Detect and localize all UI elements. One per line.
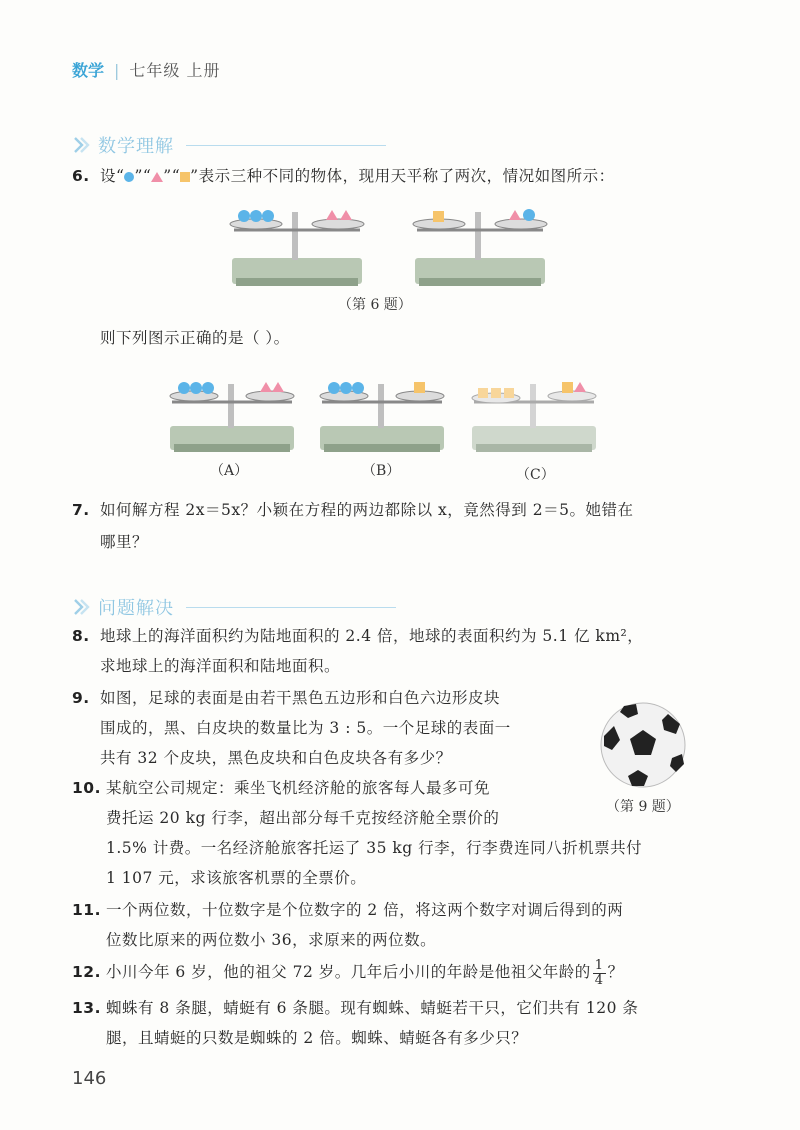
question-number: 9.	[72, 689, 90, 707]
question-text: 求地球上的海洋面积和陆地面积。	[100, 657, 341, 675]
question-text: ”“	[134, 167, 152, 185]
pink-triangle-icon	[151, 172, 163, 182]
option-label-b: （B）	[362, 463, 401, 479]
question-9	[72, 682, 500, 714]
question-text: 围成的，黑、白皮块的数量比为 3 : 5。一个足球的表面一	[100, 719, 511, 737]
option-b-scale	[312, 374, 452, 454]
option-a-scale	[162, 374, 302, 454]
question-7	[72, 494, 633, 526]
question-6-prompt: 则下列图示正确的是（ ）。	[100, 329, 290, 347]
question-12	[72, 956, 624, 988]
section-rule	[186, 145, 386, 146]
fraction	[593, 959, 606, 988]
question-text: 蜘蛛有 8 条腿，蜻蜓有 6 条腿。现有蜘蛛、蜻蜓若干只，它们共有 120 条	[106, 999, 639, 1017]
question-text: 地球上的海洋面积约为陆地面积的 2.4 倍，地球的表面积约为 5.1 亿 km²，	[100, 627, 644, 645]
figure-caption: （第 6 题）	[338, 297, 412, 313]
double-chevron-icon	[72, 135, 92, 155]
double-chevron-icon	[72, 597, 92, 617]
question-text: 设“	[100, 167, 125, 185]
question-text: 一个两位数，十位数字是个位数字的 2 倍，将这两个数字对调后得到的两	[106, 901, 624, 919]
question-text: ”“	[163, 167, 181, 185]
header-subject: 数学	[72, 61, 105, 80]
header-grade: 七年级 上册	[129, 61, 221, 80]
section-title: 问题解决	[98, 598, 174, 619]
question-text: 腿，且蜻蜓的只数是蜘蛛的 2 倍。蜘蛛、蜻蜓各有多少只？	[106, 1029, 528, 1047]
question-text: ”表示三种不同的物体，现用天平称了两次，情况如图所示：	[190, 167, 615, 185]
question-13	[72, 992, 638, 1024]
option-label-c: （C）	[516, 467, 555, 483]
section-title: 数学理解	[98, 136, 174, 157]
section-heading-problem-solving	[72, 594, 396, 620]
question-text: 哪里？	[100, 533, 149, 551]
question-text: 共有 32 个皮块，黑色皮块和白色皮块各有多少？	[100, 749, 452, 767]
question-number: 7.	[72, 501, 90, 519]
balance-scale-icon	[405, 200, 555, 288]
question-text: 1 107 元，求该旅客机票的全票价。	[106, 869, 367, 887]
header-separator: |	[114, 61, 120, 80]
section-heading-understanding	[72, 132, 386, 158]
section-rule	[186, 607, 396, 608]
question-11	[72, 894, 623, 926]
question-text: 费托运 20 kg 行李，超出部分每千克按经济舱全票价的	[106, 809, 500, 827]
option-c-scale	[464, 374, 604, 454]
question-text: ？	[607, 963, 624, 981]
question-text: 某航空公司规定：乘坐飞机经济舱的旅客每人最多可免	[106, 779, 491, 797]
running-header	[72, 58, 221, 81]
question-10	[72, 772, 490, 804]
option-label-a: （A）	[210, 463, 249, 479]
question-text: 1.5% 计费。一名经济舱旅客托运了 35 kg 行李，行李费连同八折机票共付	[106, 839, 643, 857]
blue-ball-icon	[124, 172, 134, 182]
question-number: 12.	[72, 963, 101, 981]
question-text: 小川今年 6 岁，他的祖父 72 岁。几年后小川的年龄是他祖父年龄的	[106, 963, 591, 981]
question-6	[72, 160, 615, 192]
yellow-square-icon	[180, 172, 190, 182]
question-number: 6.	[72, 167, 90, 185]
fraction-numerator: 1	[594, 957, 604, 973]
page-number: 146	[72, 1068, 107, 1089]
question-number: 10.	[72, 779, 101, 797]
question-text: 如何解方程 2x＝5x？小颖在方程的两边都除以 x，竟然得到 2＝5。她错在	[100, 501, 634, 519]
figure-caption: （第 9 题）	[606, 799, 680, 815]
question-number: 13.	[72, 999, 101, 1017]
question-text: 如图，足球的表面是由若干黑色五边形和白色六边形皮块	[100, 689, 501, 707]
soccer-ball-icon	[598, 700, 688, 790]
question-number: 11.	[72, 901, 101, 919]
balance-scale-icon	[222, 200, 372, 288]
question-text: 位数比原来的两位数小 36，求原来的两位数。	[106, 931, 437, 949]
fraction-denominator: 4	[594, 972, 604, 988]
question-8	[72, 620, 643, 652]
question-number: 8.	[72, 627, 90, 645]
